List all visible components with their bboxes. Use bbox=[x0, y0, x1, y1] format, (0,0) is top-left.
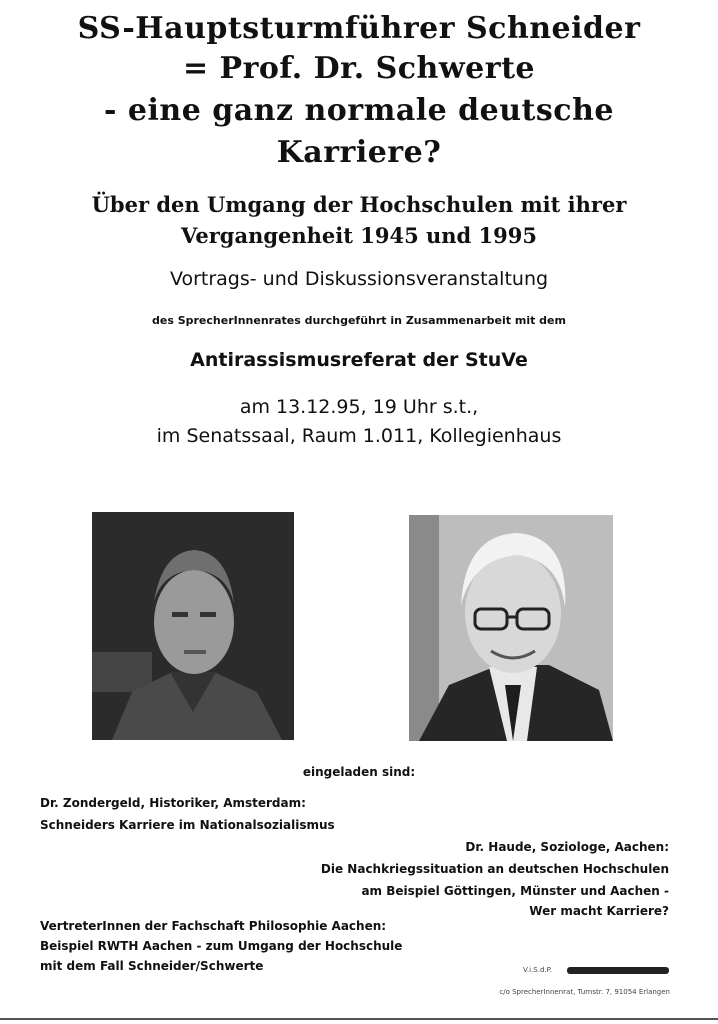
organizer-line: des SprecherInnenrates durchgeführt in Zusammenarbeit mit dem bbox=[152, 314, 566, 327]
speaker-3-name: VertreterInnen der Fachschaft Philosophie Aachen: bbox=[40, 919, 387, 933]
redacted-name-bar bbox=[567, 967, 669, 974]
title-line-1: SS-Hauptsturmführer Schneider bbox=[77, 11, 641, 46]
speaker-3-topic-line-1: Beispiel RWTH Aachen - zum Umgang der Hochschule bbox=[40, 939, 403, 953]
speaker-2-topic-line-1: Die Nachkriegssituation an deutschen Hochschulen bbox=[320, 862, 669, 876]
page-bottom-edge bbox=[0, 1018, 718, 1020]
speaker-1-topic-line-1: Schneiders Karriere im Nationalsozialismus bbox=[40, 818, 335, 832]
speaker-2-topic-line-3: Wer macht Karriere? bbox=[529, 904, 669, 918]
photo-schneider bbox=[92, 512, 294, 740]
subtitle-line-1: Über den Umgang der Hochschulen mit ihrer bbox=[91, 192, 627, 217]
speaker-2-name: Dr. Haude, Soziologe, Aachen: bbox=[465, 840, 669, 854]
photo-schwerte bbox=[409, 515, 613, 741]
partner-name: Antirassismusreferat der StuVe bbox=[190, 349, 528, 371]
date-time: am 13.12.95, 19 Uhr s.t., bbox=[239, 396, 479, 418]
invited-heading: eingeladen sind: bbox=[302, 765, 416, 779]
speaker-3-topic-line-2: mit dem Fall Schneider/Schwerte bbox=[40, 959, 264, 973]
event-type: Vortrags- und Diskussionsveranstaltung bbox=[169, 268, 549, 290]
speaker-2-topic-line-2: am Beispiel Göttingen, Münster und Aachen - bbox=[361, 884, 669, 898]
footer-visdp: V.i.S.d.P. bbox=[523, 966, 552, 974]
title-line-2: = Prof. Dr. Schwerte bbox=[182, 51, 536, 86]
speaker-1-name: Dr. Zondergeld, Historiker, Amsterdam: bbox=[40, 796, 306, 810]
subtitle-line-2: Vergangenheit 1945 und 1995 bbox=[180, 223, 537, 248]
footer-address: c/o SprecherInnenrat, Turnstr. 7, 91054 Erlangen bbox=[499, 988, 670, 996]
title-line-4: Karriere? bbox=[276, 135, 442, 170]
location: im Senatssaal, Raum 1.011, Kollegienhaus bbox=[156, 425, 562, 447]
title-line-3: - eine ganz normale deutsche bbox=[104, 93, 614, 128]
